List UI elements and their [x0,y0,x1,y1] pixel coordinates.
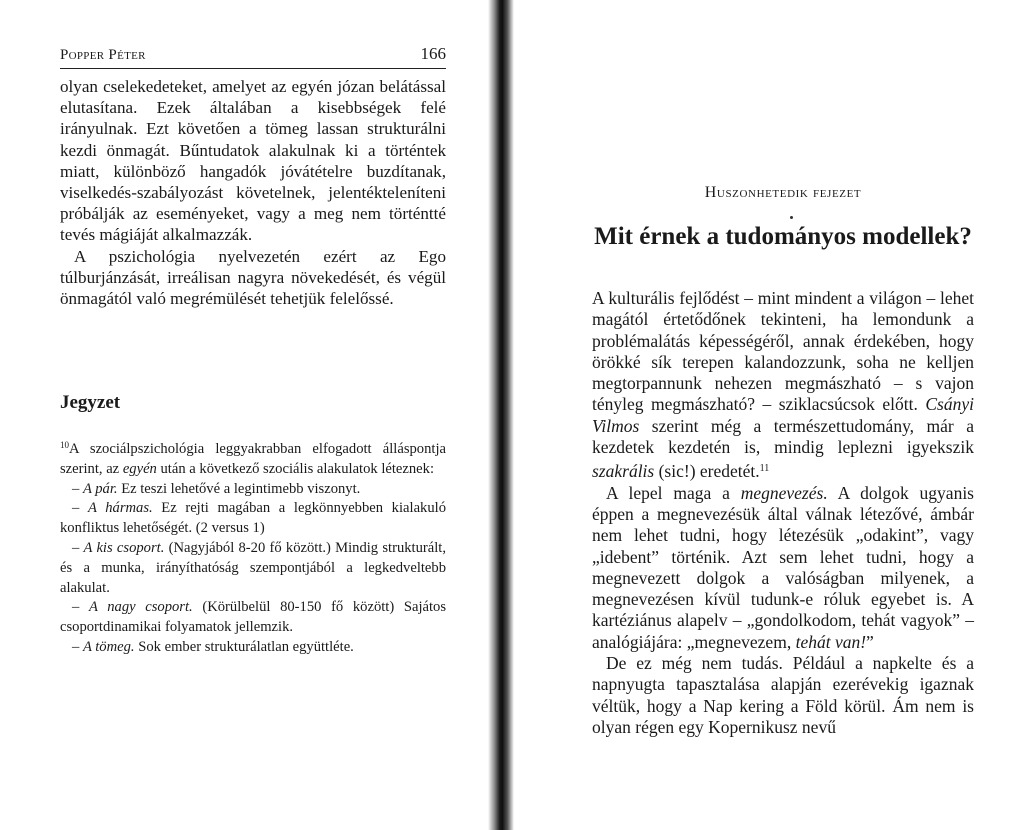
chapter-title: Mit érnek a tudományos modellek? [594,223,972,250]
paragraph: A lepel maga a megnevezés. A dolgok ugyanis éppen a megnevezésük által válnak létezővé, ámbár nem lehet tudni, hogy létezésük „odakint”, vagy „idebent” történik. Azt sem lehet tudni, hogy a megnevezett dolgok a valóságban milyenek, a megnevezésen kívül tudunk-e róluk egyebet is. A kartéziánus alapelv – „gondolkodom, tehát vagyok” – analógiájára: „megnevezem, tehát van!” [592,482,974,652]
paragraph: De ez még nem tudás. Például a napkelte és a napnyugta tapasztalása alapján ezerévekig igaznak véltük, hogy a Nap kering a Föld körül. Ám nem is olyan régen egy Kopernikusz nevű [592,653,974,737]
chapter-label: Huszonhetedik fejezet [704,184,862,201]
left-page [60,0,446,830]
right-body-text [592,288,974,738]
footnote-item: – A nagy csoport. (Körülbelül 80-150 fő között) Sajátos csoportdinamikai folyamatok jellemzik. [60,599,447,636]
paragraph: olyan cselekedeteket, amelyet az egyén józan belátással elutasítana. Ezek általában a kisebbségek felé irányulnak. Ezt követően a tömeg lassan strukturálni kezdi önmagát. Bűntudatok alakulnak ki a történtek miatt, különböző hangadók jóvátételre buzdítanak, viselkedés-szabályozást követelnek, jelentékteleníteni próbálják az eseményeket, vagy a meg nem történtté tevés mágiáját alkalmazzák. [60,77,446,245]
footnote-item: – A hármas. Ez rejti magában a legkönnyebben kialakuló konfliktus lehetőségét. (2 versus 1) [60,500,446,537]
footnote-item: – A pár. Ez teszi lehetővé a legintimebb viszonyt. [72,480,361,497]
footnote-item: – A tömeg. Sok ember strukturálatlan együttléte. [72,638,354,655]
paragraph: A pszichológia nyelvezetén ezért az Ego túlburjánzását, irreálisan nagyra növekedését, és végül önmagától való megrémülését tehetjük felelőssé. [60,246,446,309]
footnote-intro: $^{10}$A szociálpszichológia leggyakrabban elfogadott álláspontja szerint, az egyén után a következő szociális alakulatok léteznek: [60,440,446,477]
notes-heading: Jegyzet [60,392,121,413]
book-gutter [488,0,514,830]
paragraph: A kulturális fejlődést – mint mindent a világon – lehet magától értetődőnek tekinteni, ha lemondunk a problémalátás képességéről, annak érdekében, hogy örökké sík terepen kalandozzunk, soha ne kelljen megtorpannunk nehezen megmászható – s vajon tényleg megmászható? – sziklacsúcsok előtt. Csányi Vilmos szerint még a természettudomány, már a kezdetek kezdetén is, mindig leplezni igyekszik szakrális (sic!) eredetét.$^{11}$ [592,288,974,482]
page-number: 166 [420,44,446,63]
footnote-item: – A kis csoport. (Nagyjából 8-20 fő között.) Mindig strukturált, és a munka, irányíthatóság szempontjából a legkedveltebb alakulat. [60,539,446,596]
footnotes [60,436,446,658]
left-body-text [60,76,446,309]
right-page [592,0,974,830]
running-head-author: Popper Péter [60,47,146,63]
footnote-marker: 10 [60,440,69,450]
running-head [60,44,446,69]
footnote-ref: 11 [759,463,770,475]
